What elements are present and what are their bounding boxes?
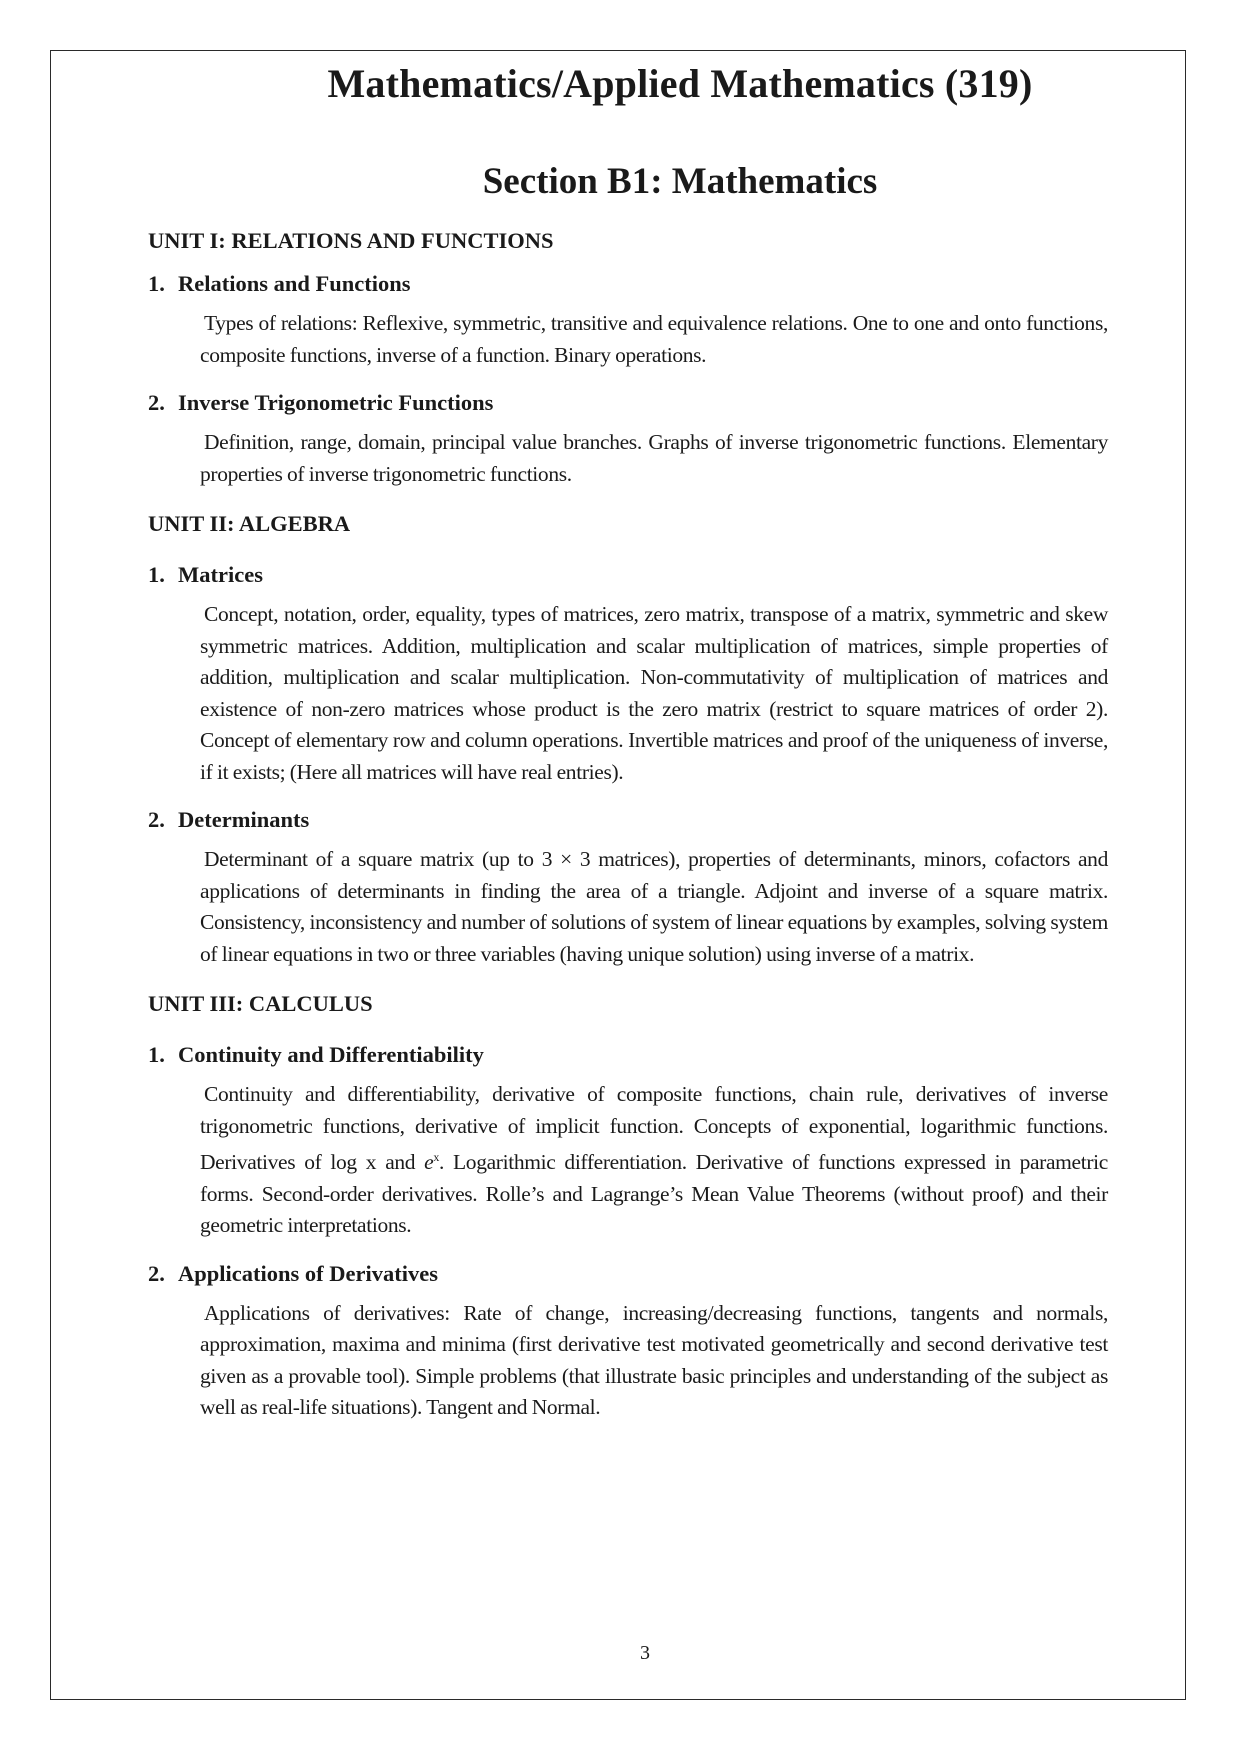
topic-title: Applications of Derivatives	[178, 1260, 438, 1286]
topic-body	[200, 1079, 1108, 1242]
topic-title: Inverse Trigonometric Functions	[178, 390, 494, 415]
exponent: x	[433, 1150, 440, 1164]
page-number: 3	[640, 1642, 650, 1664]
topic-number: 2.	[148, 807, 165, 832]
topic-number: 1.	[148, 271, 165, 296]
topic-heading	[148, 1042, 1108, 1068]
topic-title: Matrices	[178, 562, 263, 587]
document-title: Mathematics/Applied Mathematics (319)	[327, 61, 1033, 106]
section-title: Section B1: Mathematics	[482, 161, 878, 202]
topic-body: Determinant of a square matrix (up to 3 × 3 matrices), properties of determinants, minors, cofactors and applications of determinants in finding the area of a triangle. Adjoint and inverse of a square matrix. Consistency, inconsistency and number of solutions of system of linear equations by examples, solving system of linear equations in two or three variables (having unique solution) using inverse of a matrix.	[200, 847, 1108, 966]
syllabus-content	[148, 228, 1108, 1424]
topic-body: Concept, notation, order, equality, types of matrices, zero matrix, transpose of a matrix, symmetric and skew symmetric matrices. Addition, multiplication and scalar multiplication of matrices, simple properties of addition, multiplication and scalar multiplication. Non-commutativity of multiplication of matrices and existence of non-zero matrices whose product is the zero matrix (restrict to square matrices of order 2). Concept of elementary row and column operations. Invertible matrices and proof of the uniqueness of inverse, if it exists; (Here all matrices will have real entries).	[200, 602, 1108, 784]
topic-body-text: Continuity and differentiability, derivative of composite functions, chain rule, derivatives of inverse trigonometric functions, derivative of implicit function. Concepts of exponential, logarithmic functions. Derivatives of log x and	[200, 1082, 1108, 1175]
topic-number: 2.	[148, 390, 165, 415]
topic-heading	[148, 271, 1108, 297]
topic-body: Applications of derivatives: Rate of change, increasing/decreasing functions, tangents and normals, approximation, maxima and minima (first derivative test motivated geometrically and second derivative test given as a provable tool). Simple problems (that illustrate basic principles and understanding of the subject as well as real-life situations). Tangent and Normal.	[200, 1300, 1108, 1420]
topic-number: 1.	[148, 1042, 165, 1067]
unit-heading: UNIT I: RELATIONS AND FUNCTIONS	[148, 228, 554, 253]
topic-title: Continuity and Differentiability	[178, 1042, 484, 1067]
topic-number: 1.	[148, 562, 165, 587]
exponential-base: e	[424, 1150, 434, 1175]
topic-title: Determinants	[178, 807, 310, 832]
topic-body: Types of relations: Reflexive, symmetric, transitive and equivalence relations. One to one and onto functions, composite functions, inverse of a function. Binary operations.	[200, 311, 1108, 367]
topic-heading	[148, 390, 1108, 416]
topic-number: 2.	[148, 1260, 165, 1286]
topic-body: Definition, range, domain, principal value branches. Graphs of inverse trigonometric functions. Elementary properties of inverse trigonometric functions.	[200, 430, 1108, 486]
unit-heading: UNIT II: ALGEBRA	[148, 511, 351, 536]
topic-heading	[148, 807, 1108, 833]
topic-title: Relations and Functions	[178, 271, 411, 296]
unit-heading: UNIT III: CALCULUS	[148, 991, 373, 1016]
topic-heading	[148, 562, 1108, 588]
topic-body-text: . Logarithmic differentiation. Derivative of functions expressed in parametric forms. Second-order derivatives. Rolle’s and Lagrange’s Mean Value Theorems (without proof) and their geometric interpretations.	[200, 1150, 1108, 1238]
topic-heading	[148, 1261, 1108, 1287]
